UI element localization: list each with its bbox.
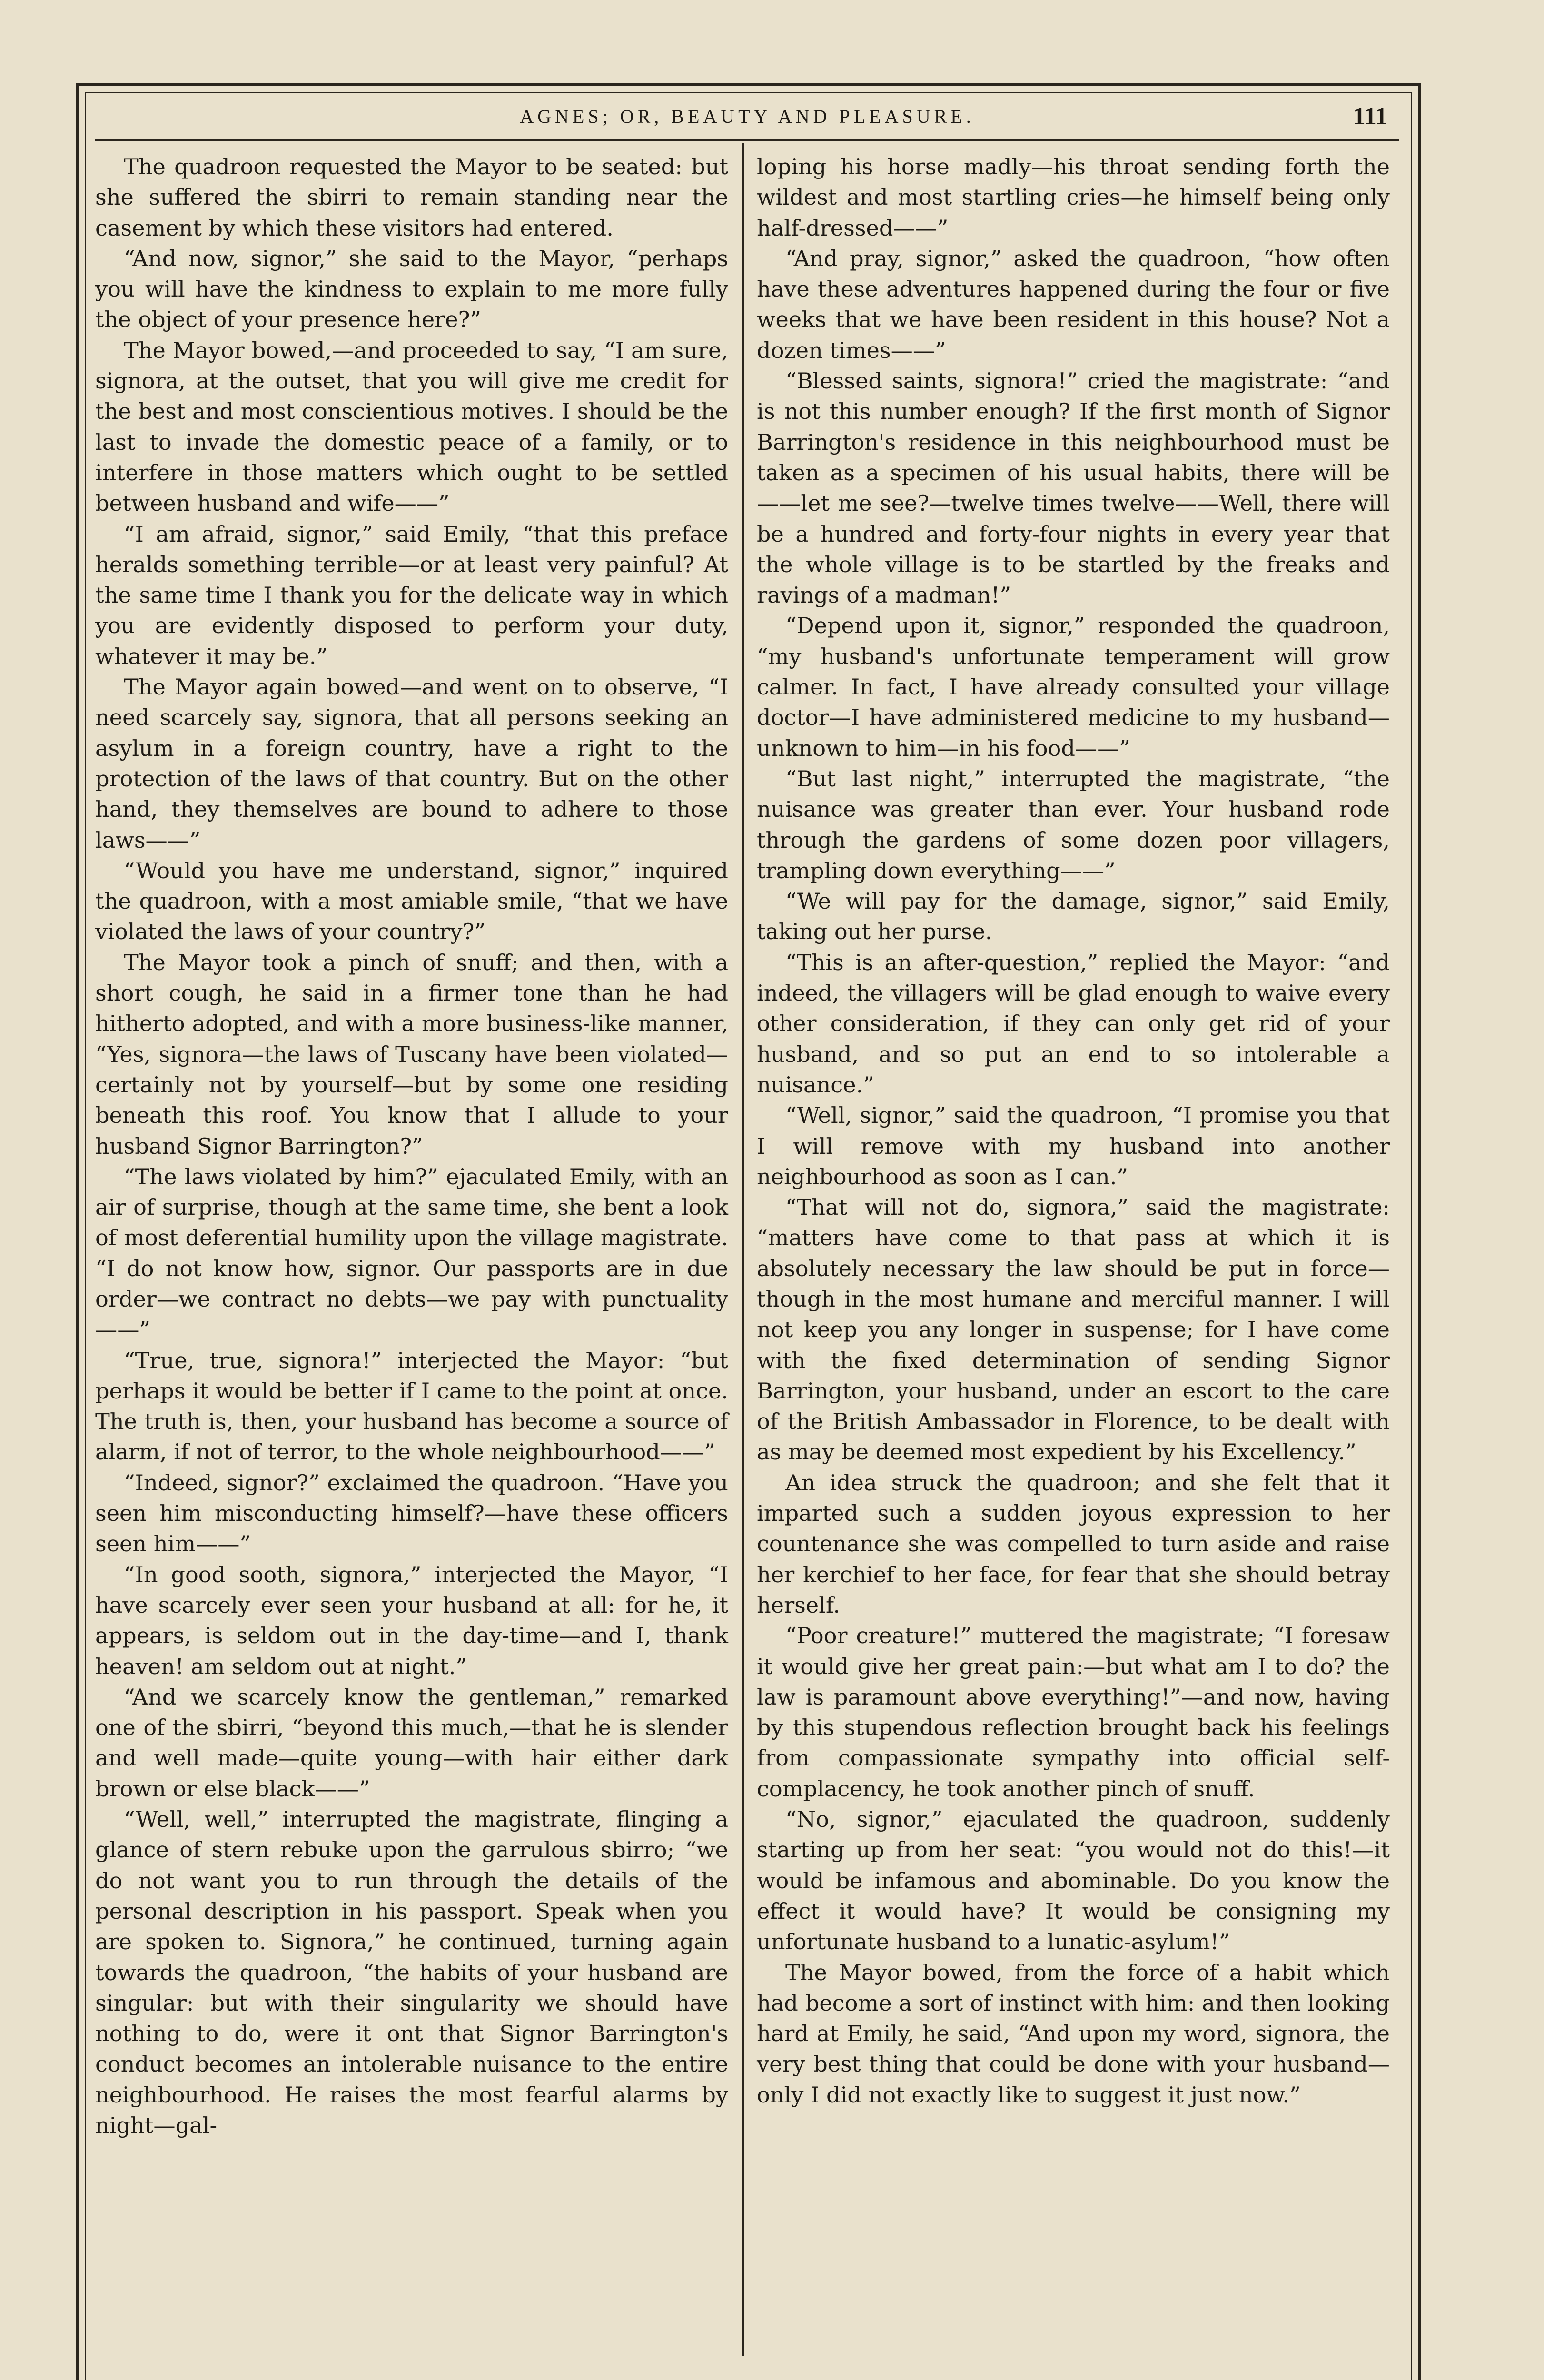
paragraph: “And we scarcely know the gentleman,” remarked one of the sbirri, “beyond this much,—that he is slender and well made—quite young—with hair either dark brown or else black——” bbox=[95, 1684, 728, 1802]
left-column bbox=[95, 151, 728, 2141]
paragraph: The Mayor bowed, from the force of a habit which had become a sort of instinct with him: and then looking hard at Emily, he said, “And upon my word, signora, the very best thing that could be done with your husband—only I did not exactly like to suggest it just now.” bbox=[757, 1959, 1390, 2108]
column-divider bbox=[742, 143, 744, 2356]
paragraph: “True, true, signora!” interjected the Mayor: “but perhaps it would be better if I came to the point at once. The truth is, then, your husband has become a source of alarm, if not of terror, to the whole neighbourhood——” bbox=[95, 1347, 728, 1465]
paragraph: “In good sooth, signora,” interjected the Mayor, “I have scarcely ever seen your husband at all: for he, it appears, is seldom out in the day-time—and I, thank heaven! am seldom out at night.” bbox=[95, 1561, 728, 1679]
right-column bbox=[757, 151, 1390, 2110]
paragraph: The Mayor took a pinch of snuff; and then, with a short cough, he said in a firmer tone than he had hitherto adopted, and with a more business-like manner, “Yes, signora—the laws of Tuscany have been violated—certainly not by yourself—but by some one residing beneath this roof. You know that I allude to your husband Signor Barrington?” bbox=[95, 949, 728, 1159]
paragraph: “Poor creature!” muttered the magistrate; “I foresaw it would give her great pain:—but what am I to do? the law is paramount above everything!”—and now, having by this stupendous reflection brought back his feelings from compassionate sympathy into official self-complacency, he took another pinch of snuff. bbox=[757, 1623, 1390, 1802]
paragraph: An idea struck the quadroon; and she felt that it imparted such a sudden joyous expression to her countenance she was compelled to turn aside and raise her kerchief to her face, for fear that she should betray herself. bbox=[757, 1469, 1390, 1618]
paragraph: “Depend upon it, signor,” responded the quadroon, “my husband's unfortunate temperament will grow calmer. In fact, I have already consulted your village doctor—I have administered medicine to my husband—unknown to him—in his food——” bbox=[757, 613, 1390, 761]
paragraph: “Blessed saints, signora!” cried the magistrate: “and is not this number enough? If the first month of Signor Barrington's residence in this neighbourhood must be taken as a specimen of his usual habits, there will be——let me see?—twelve times twelve——Well, there will be a hundred and forty-four nights in every year that the whole village is to be startled by the freaks and ravings of a madman!” bbox=[757, 368, 1390, 608]
paragraph: “Well, signor,” said the quadroon, “I promise you that I will remove with my husband into another neighbourhood as soon as I can.” bbox=[757, 1102, 1390, 1190]
paragraph: The Mayor bowed,—and proceeded to say, “I am sure, signora, at the outset, that you will give me credit for the best and most conscientious motives. I should be the last to invade the domestic peace of a family, or to interfere in those matters which ought to be settled between husband and wife——” bbox=[95, 337, 728, 516]
paragraph-continued: loping his horse madly—his throat sending forth the wildest and most startling cries—he himself being only half-dressed——” bbox=[757, 154, 1390, 241]
running-title: AGNES; OR, BEAUTY AND PLEASURE. bbox=[520, 106, 975, 127]
paragraph: “And pray, signor,” asked the quadroon, “how often have these adventures happened during the four or five weeks that we have been resident in this house? Not a dozen times——” bbox=[757, 245, 1390, 363]
paragraph: “Indeed, signor?” exclaimed the quadroon. “Have you seen him misconducting himself?—have these officers seen him——” bbox=[95, 1469, 728, 1557]
paragraph: “We will pay for the damage, signor,” said Emily, taking out her purse. bbox=[757, 888, 1390, 945]
paragraph: “Would you have me understand, signor,” inquired the quadroon, with a most amiable smile, “that we have violated the laws of your country?” bbox=[95, 857, 728, 945]
paragraph: “The laws violated by him?” ejaculated Emily, with an air of surprise, though at the same time, she bent a look of most deferential humility upon the village magistrate. “I do not know how, signor. Our passports are in due order—we contract no debts—we pay with punctuality——” bbox=[95, 1163, 728, 1343]
paragraph: “That will not do, signora,” said the magistrate: “matters have come to that pass at which it is absolutely necessary the law should be put in force—though in the most humane and merciful manner. I will not keep you any longer in suspense; for I have come with the fixed determination of sending Signor Barrington, your husband, under an escort to the care of the British Ambassador in Florence, to be dealt with as may be deemed most expedient by his Excellency.” bbox=[757, 1194, 1390, 1465]
running-head bbox=[95, 102, 1399, 131]
paragraph: The Mayor again bowed—and went on to observe, “I need scarcely say, signora, that all persons seeking an asylum in a foreign country, have a right to the protection of the laws of that country. But on the other hand, they themselves are bound to adhere to those laws——” bbox=[95, 674, 728, 853]
paragraph: “But last night,” interrupted the magistrate, “the nuisance was greater than ever. Your husband rode through the gardens of some dozen poor villagers, trampling down everything——” bbox=[757, 765, 1390, 883]
header-rule bbox=[95, 139, 1399, 141]
paragraph: “I am afraid, signor,” said Emily, “that this preface heralds something terrible—or at least very painful? At the same time I thank you for the delicate way in which you are evidently disposed to perform your duty, whatever it may be.” bbox=[95, 521, 728, 669]
page-number: 111 bbox=[1353, 103, 1387, 130]
paragraph: “This is an after-question,” replied the Mayor: “and indeed, the villagers will be glad enough to waive every other consideration, if they can only get rid of your husband, and so put an end to so intolerable a nuisance.” bbox=[757, 949, 1390, 1098]
paragraph: “Well, well,” interrupted the magistrate, flinging a glance of stern rebuke upon the garrulous sbirro; “we do not want you to run through the details of the personal description in his passport. Speak when you are spoken to. Signora,” he continued, turning again towards the quadroon, “the habits of your husband are singular: but with their singularity we should have nothing to do, were it ont that Signor Barrington's conduct becomes an intolerable nuisance to the entire neighbourhood. He raises the most fearful alarms by night—gal- bbox=[95, 1806, 728, 2138]
paragraph: The quadroon requested the Mayor to be seated: but she suffered the sbirri to remain standing near the casement by which these visitors had entered. bbox=[95, 154, 728, 241]
paragraph: “And now, signor,” she said to the Mayor, “perhaps you will have the kindness to explain to me more fully the object of your presence here?” bbox=[95, 245, 728, 333]
paragraph: “No, signor,” ejaculated the quadroon, suddenly starting up from her seat: “you would not do this!—it would be infamous and abominable. Do you know the effect it would have? It would be consigning my unfortunate husband to a lunatic-asylum!” bbox=[757, 1806, 1390, 1955]
